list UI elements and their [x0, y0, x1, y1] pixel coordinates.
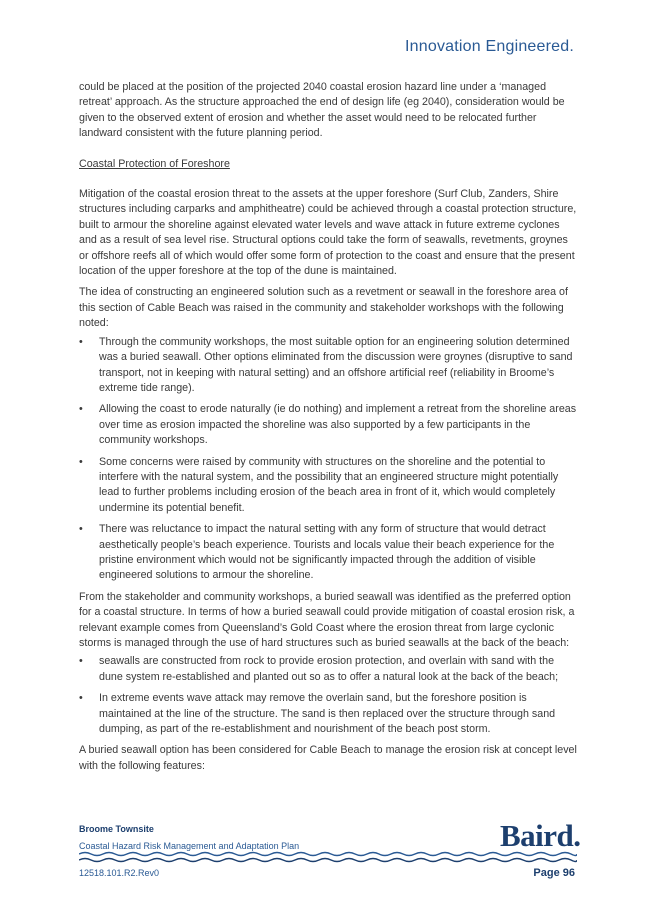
- list-item: • In extreme events wave attack may remove the overlain sand, but the foreshore position is maintained at the line of the structure. The sand is then replaced over the structure through sand dumping, as part of the re-establishment and nourishment of the beach post storm.: [79, 691, 577, 737]
- list-item: • seawalls are constructed from rock to provide erosion protection, and overlain with sand with the dune system re-established and planted out so as to offer a natural look at the back of the beach;: [79, 654, 577, 685]
- footer-wave-divider: [79, 851, 577, 865]
- list-item: • Allowing the coast to erode naturally (ie do nothing) and implement a retreat from the shoreline areas over time as erosion impacted the shoreline was also supported by a few participants in the community workshops.: [79, 402, 577, 448]
- footer-project-info: [79, 824, 299, 851]
- paragraph-5: A buried seawall option has been considered for Cable Beach to manage the erosion risk at concept level with the following features:: [79, 744, 577, 772]
- bullet-list-2: [79, 654, 577, 737]
- footer-title: Broome Townsite: [79, 824, 154, 834]
- paragraph-3: The idea of constructing an engineered solution such as a revetment or seawall in the foreshore area of this section of Cable Beach was raised in the community and stakeholder workshops with the following noted:: [79, 286, 568, 330]
- paragraph-4: From the stakeholder and community workshops, a buried seawall was identified as the preferred option for a coastal structure. In terms of how a buried seawall could provide mitigation of coastal erosion risk, a relevant example comes from Queensland’s Gold Coast where the erosion threat from large cyclonic storms is managed through the use of hard structures such as buried seawalls at the back of the beach:: [79, 590, 575, 649]
- bullet-list-1: [79, 335, 577, 584]
- header-tagline: Innovation Engineered.: [405, 38, 574, 55]
- section-heading: Coastal Protection of Foreshore: [79, 157, 230, 170]
- paragraph-2: Mitigation of the coastal erosion threat to the assets at the upper foreshore (Surf Club, Zanders, Shire structures including carparks and amphitheatre) could be achieved through a coastal protection structure, built to armour the shoreline against elevated water levels and wave attack in future extreme cyclones and as a result of sea level rise. Structural options could take the form of seawalls, revetments, groynes or offshore reefs all of which would offer some form of protection to the coast and ensure that the present location of the upper foreshore at the top of the dune is maintained.: [79, 188, 577, 278]
- footer-subtitle: Coastal Hazard Risk Management and Adaptation Plan: [79, 841, 300, 851]
- document-number: 12518.101.R2.Rev0: [79, 868, 160, 878]
- list-item: • Some concerns were raised by community with structures on the shoreline and the potential to interfere with the natural system, and the possibility that an engineered structure might potentially lead to further problems including erosion of the beach area in front of it, which would completely undermine its potential benefit.: [79, 455, 577, 517]
- page-number: Page 96: [533, 867, 575, 879]
- document-body: [79, 80, 577, 774]
- list-item: • Through the community workshops, the most suitable option for an engineering solution determined was a buried seawall. Other options eliminated from the discussion were groynes (disruptive to sand transport, not in keeping with natural setting) and an offshore artificial reef (reliability in Broome’s extreme tide range).: [79, 335, 577, 397]
- paragraph-1: could be placed at the position of the projected 2040 coastal erosion hazard line under a ‘managed retreat’ approach. As the structure approached the end of design life (eg 2040), consideration would be given to the observed extent of erosion and whether the asset would need to be relocated further landward consistent with the future planning period.: [79, 81, 565, 140]
- baird-logo: Baird.: [500, 818, 581, 853]
- list-item: • There was reluctance to impact the natural setting with any form of structure that would detract aesthetically people’s beach experience. Tourists and locals value their beach experience for the pristine environment which would not be significantly impacted through the addition of visible engineered solutions to armour the shoreline.: [79, 522, 577, 584]
